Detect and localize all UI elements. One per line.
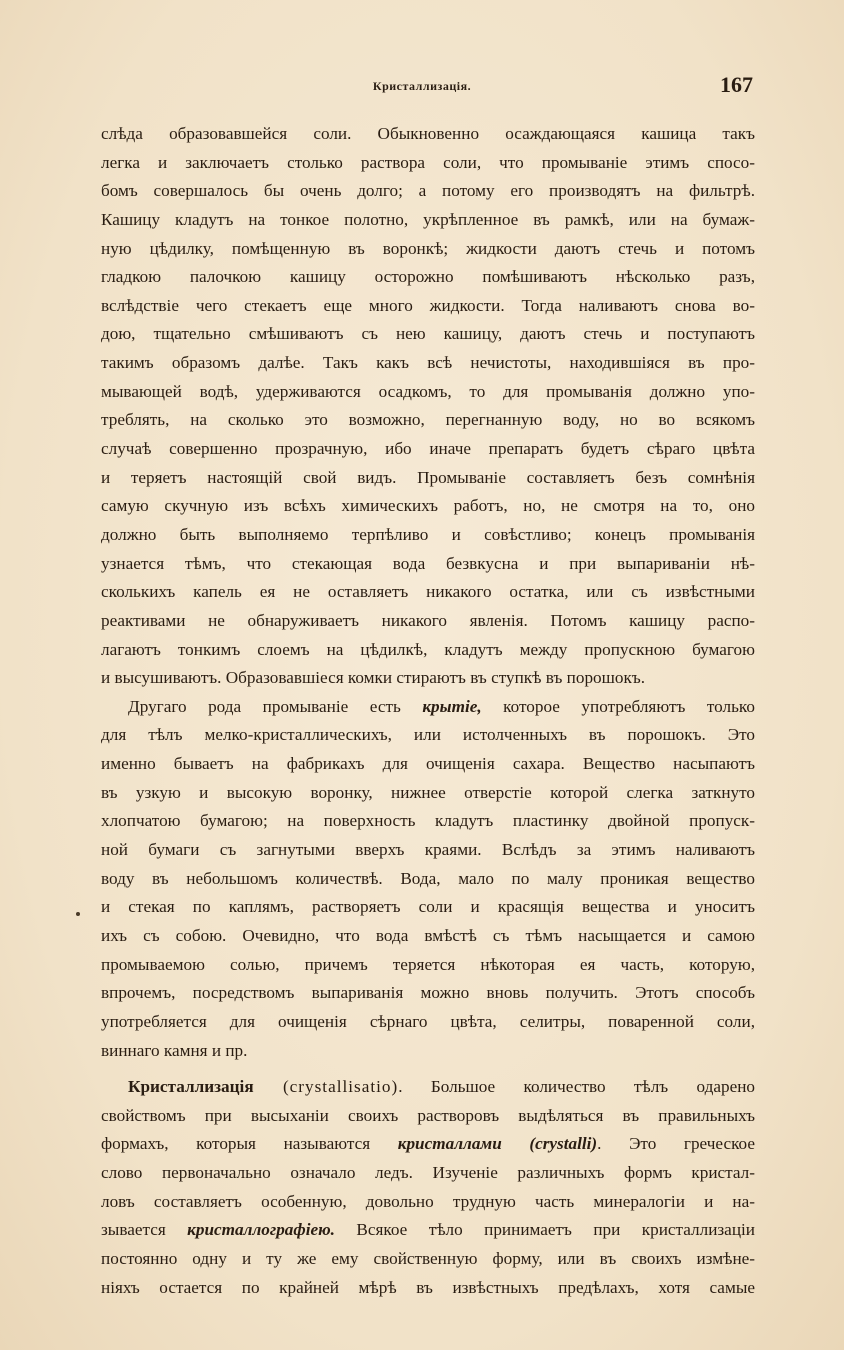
text-line: и теряетъ настоящій свой видъ. Промываніе составляетъ безъ сомнѣнія <box>101 467 755 487</box>
heading-term: Кристаллизація <box>128 1077 254 1097</box>
text-line: употребляется для очищенія сѣрнаго цвѣта, селитры, поваренной соли, <box>101 1011 755 1031</box>
text-line <box>101 1073 755 1102</box>
text-run: . Это греческое <box>597 1134 755 1154</box>
text-line: бомъ совершалось бы очень долго; а потому его производятъ на фильтрѣ. <box>101 181 755 201</box>
text-line: мывающей водѣ, удерживаются осадкомъ, то для промыванія должно упо- <box>101 381 755 401</box>
text-line: должно быть выполняемо терпѣливо и совѣстливо; конецъ промыванія <box>101 524 755 544</box>
text-run: Другаго рода промываніе есть <box>128 696 423 716</box>
text-line: для тѣлъ мелко-кристаллическихъ, или истолченныхъ въ порошокъ. Это <box>101 725 755 745</box>
text-line <box>101 693 755 722</box>
text-line: ловъ составляетъ особенную, довольно трудную часть минералогіи и на- <box>101 1191 755 1211</box>
latin-term: (crystalli) <box>501 1134 598 1154</box>
text-line: виннаго камня и пр. <box>101 1040 248 1060</box>
text-line: легка и заключаетъ столько раствора соли, что промываніе этимъ спосо- <box>101 152 755 172</box>
text-line: ной бумаги съ загнутыми вверхъ краями. Вслѣдъ за этимъ наливаютъ <box>101 840 755 860</box>
text-line: и стекая по каплямъ, растворяетъ соли и красящія вещества и уноситъ <box>101 897 755 917</box>
body-text <box>101 120 755 1302</box>
text-line: хлопчатою бумагою; на поверхность кладутъ пластинку двойной пропуск- <box>101 811 755 831</box>
text-line: ную цѣдилку, помѣщенную въ воронкѣ; жидкости даютъ стечь и потомъ <box>101 238 755 258</box>
text-run: Всякое тѣло принимаетъ при кристаллизаціи <box>334 1220 755 1240</box>
text-line: случаѣ совершенно прозрачную, ибо иначе препаратъ будетъ сѣраго цвѣта <box>101 439 755 459</box>
text-line: именно бываетъ на фабрикахъ для очищенія сахара. Вещество насыпаютъ <box>101 754 755 774</box>
term-krytie: крытіе, <box>422 696 482 716</box>
text-line: узнается тѣмъ, что стекающая вода безвкусна и при выпариваніи нѣ- <box>101 553 755 573</box>
text-line <box>101 1216 755 1245</box>
text-run: которое употребляютъ только <box>481 696 755 716</box>
text-line: постоянно одну и ту же ему свойственную форму, или въ своихъ измѣне- <box>101 1248 755 1268</box>
running-title: Кристаллизація. <box>372 79 472 93</box>
text-line: такимъ образомъ далѣе. Такъ какъ всѣ нечистоты, находившіяся въ про- <box>101 353 755 373</box>
paragraph <box>101 1073 755 1302</box>
text-line <box>101 1130 755 1159</box>
text-line: ніяхъ остается по крайней мѣрѣ въ извѣстныхъ предѣлахъ, хотя самые <box>101 1277 755 1297</box>
text-line: вслѣдствіе чего стекаетъ еще много жидкости. Тогда наливаютъ снова во- <box>101 295 755 315</box>
text-line: самую скучную изъ всѣхъ химическихъ работъ, но, не смотря на то, оно <box>101 496 755 516</box>
term-kristally: кристаллами <box>397 1134 502 1154</box>
paragraph <box>101 120 755 693</box>
paragraph-gap <box>101 1065 755 1073</box>
text-line: и высушиваютъ. Образовавшіеся комки стираютъ въ ступкѣ въ порошокъ. <box>101 668 646 688</box>
text-line: Кашицу кладутъ на тонкое полотно, укрѣпленное въ рамкѣ, или на бумаж- <box>101 209 755 229</box>
text-line: воду въ небольшомъ количествѣ. Вода, мало по малу проникая вещество <box>101 868 755 888</box>
page-number: 167 <box>720 72 753 97</box>
text-line: промываемою солью, причемъ теряется нѣкоторая ея часть, которую, <box>101 954 755 974</box>
text-line: въ узкую и высокую воронку, нижнее отверстіе которой слегка заткнуто <box>101 782 755 802</box>
text-line: ихъ съ собою. Очевидно, что вода вмѣстѣ съ тѣмъ насыщается и самою <box>101 925 755 945</box>
text-run: . Большое количество тѣлъ одарено <box>398 1077 755 1097</box>
text-run: зывается <box>101 1220 188 1240</box>
text-line: впрочемъ, посредствомъ выпариванія можно вновь получить. Этотъ способъ <box>101 983 755 1003</box>
text-line: сколькихъ капель ея не оставляетъ никакого остатка, или съ извѣстными <box>101 582 755 602</box>
text-line: слѣда образовавшейся соли. Обыкновенно осаждающаяся кашица такъ <box>101 124 755 143</box>
text-line: лагаютъ тонкимъ слоемъ на цѣдилкѣ, кладутъ между пропускною бумагою <box>101 639 755 659</box>
text-line: треблять, на сколько это возможно, перегнанную воду, но во всякомъ <box>101 410 755 430</box>
term-kristallografia: кристаллографіею. <box>187 1220 335 1240</box>
latin-term: (crystallisatio) <box>253 1077 399 1097</box>
paragraph <box>101 693 755 1065</box>
text-run: формахъ, которыя называются <box>101 1134 398 1154</box>
text-line: свойствомъ при высыханіи своихъ растворовъ выдѣляться въ правильныхъ <box>101 1105 755 1125</box>
text-line: реактивами не обнаруживаетъ никакого явленія. Потомъ кашицу распо- <box>101 610 755 630</box>
text-line: слово первоначально означало ледъ. Изученіе различныхъ формъ кристал- <box>101 1163 755 1183</box>
margin-mark <box>76 912 80 916</box>
text-line: гладкою палочкою кашицу осторожно помѣшиваютъ нѣсколько разъ, <box>101 267 755 287</box>
text-line: дою, тщательно смѣшиваютъ съ нею кашицу, даютъ стечь и поступаютъ <box>101 324 755 344</box>
running-head <box>0 72 844 100</box>
